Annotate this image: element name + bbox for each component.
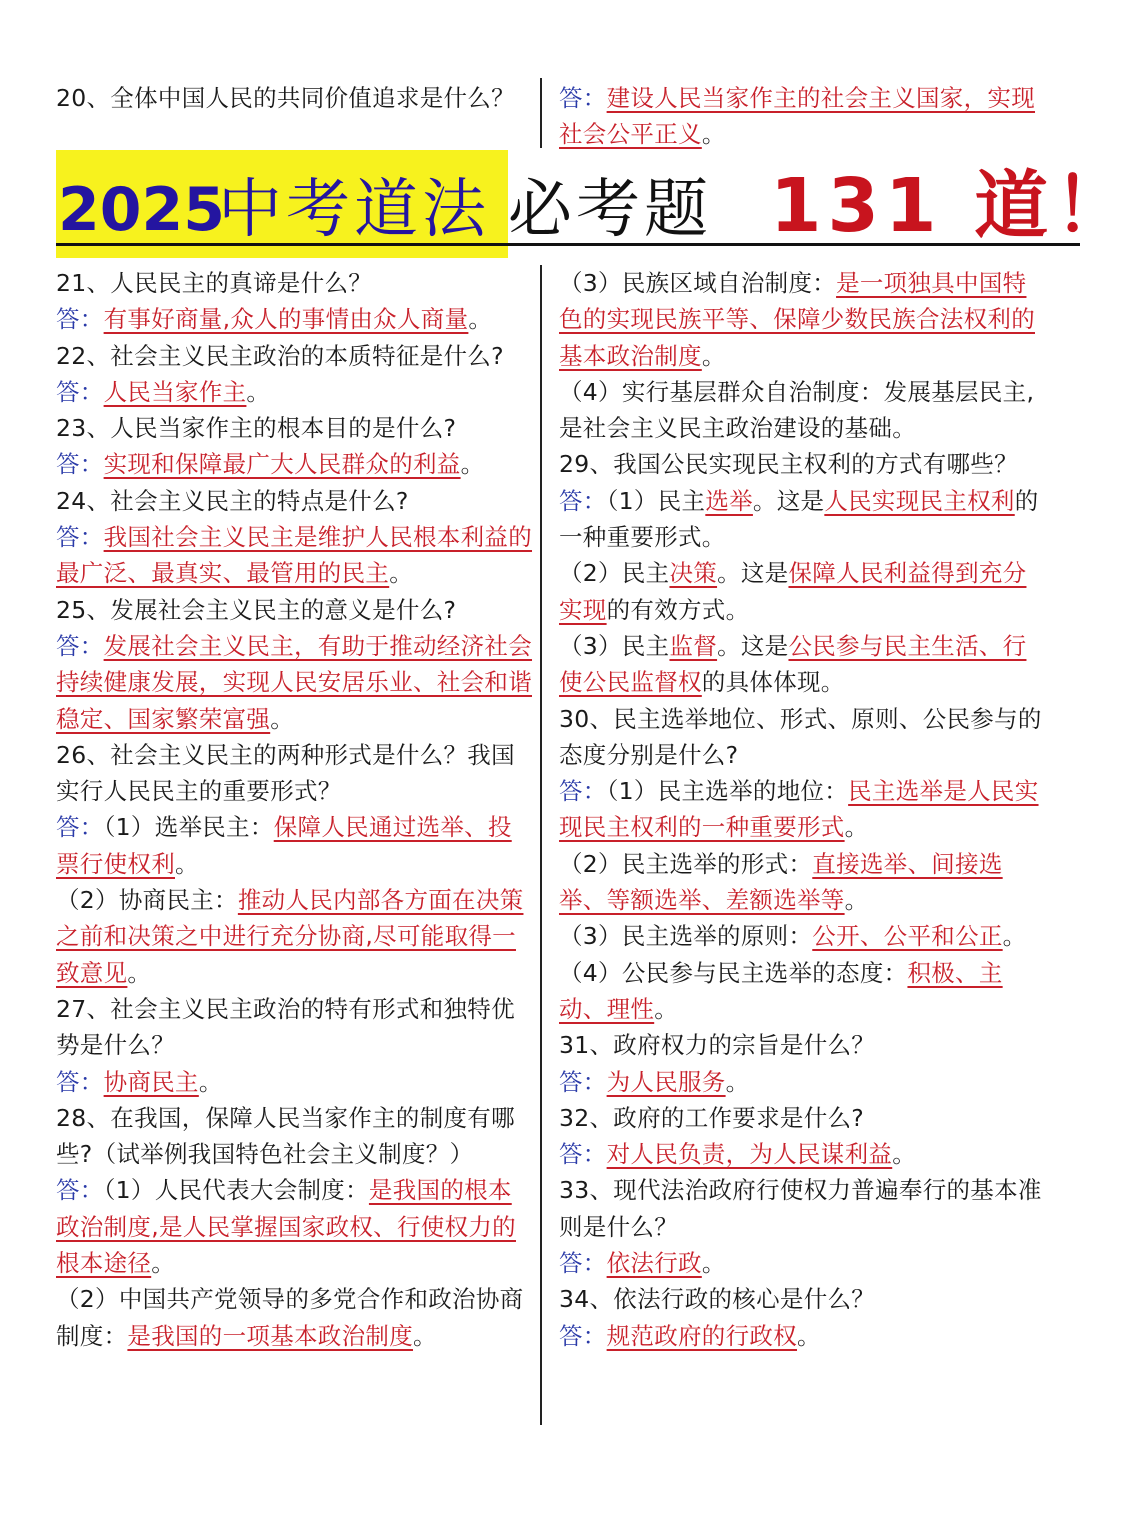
- answer-29-3-key: 公民参与民主生活、行使公民监督权: [559, 631, 1027, 697]
- answer-prefix: 答：: [56, 377, 104, 406]
- answer-prefix: 答：: [56, 523, 104, 552]
- period: 。: [701, 120, 726, 149]
- answer-prefix: 答：: [56, 305, 104, 334]
- question-30: 30、民主选举地位、形式、原则、公民参与的态度分别是什么?: [559, 704, 1042, 769]
- answer-30-4-label: （4）公民参与民主选举的态度：: [559, 958, 908, 987]
- period: 。: [468, 305, 493, 334]
- answer-29-1-key: 人民实现民主权利: [824, 486, 1015, 515]
- period: 。: [892, 1140, 917, 1169]
- period: 。: [725, 1067, 750, 1096]
- answer-prefix: 答：: [559, 486, 607, 515]
- question-31: 31、政府权力的宗旨是什么？: [559, 1031, 876, 1060]
- period: 。: [1002, 922, 1027, 951]
- answer-28-1: 是我国的根本政治制度,是人民掌握国家政权、行使权力的根本途径: [56, 1176, 516, 1278]
- period: 。: [246, 377, 271, 406]
- answer-28-3: 是一项独具中国特色的实现民族平等、保障少数民族合法权利的基本政治制度: [559, 269, 1035, 370]
- answer-30-2: 直接选举、间接选举、等额选举、差额选举等: [559, 849, 1003, 915]
- period: 。: [389, 559, 414, 588]
- answer-20: [559, 80, 1039, 153]
- answer-31: 为人民服务: [606, 1067, 726, 1096]
- question-34: 34、依法行政的核心是什么？: [559, 1285, 876, 1314]
- question-24: 24、社会主义民主的特点是什么?: [56, 486, 409, 515]
- question-27: 27、社会主义民主政治的特有形式和独特优势是什么？: [56, 994, 515, 1060]
- answer-22: 人民当家作主: [103, 377, 247, 406]
- answer-prefix: 答：: [559, 777, 607, 806]
- period: 。: [460, 450, 485, 479]
- answer-29-2-text: （2）民主: [559, 559, 670, 588]
- answer-30-1: 民主选举是人民实现民主权利的一种重要形式: [559, 777, 1039, 842]
- answer-29-1-text: 。这是: [752, 486, 825, 515]
- answer-26-2: 推动人民内部各方面在决策之前和决策之中进行充分协商,尽可能取得一致意见: [56, 886, 524, 987]
- answer-prefix: 答：: [559, 1249, 607, 1278]
- question-25: 25、发展社会主义民主的意义是什么?: [56, 595, 457, 624]
- column-divider-top: [540, 78, 542, 148]
- answer-32: 对人民负责，为人民谋利益: [606, 1140, 893, 1169]
- title-banner: [0, 150, 1134, 260]
- answer-29-1-text: （1）民主: [606, 486, 706, 515]
- period: 。: [844, 886, 869, 915]
- answer-29-3-text: 。这是: [717, 631, 789, 660]
- question-26: 26、社会主义民主的两种形式是什么？我国实行人民民主的重要形式？: [56, 740, 515, 806]
- period: 。: [844, 813, 869, 842]
- answer-28-1-label: （1）人民代表大会制度：: [103, 1176, 369, 1205]
- answer-30-2-label: （2）民主选举的形式：: [559, 849, 813, 878]
- answer-30-3: 公开、公平和公正: [812, 922, 1003, 951]
- answer-29-3-text: 的具体体现。: [701, 668, 845, 697]
- answer-26-1: 保障人民通过选举、投票行使权利: [56, 813, 512, 878]
- title-must-test: 必考题: [508, 173, 712, 247]
- answer-26-1-label: （1）选举民主：: [103, 813, 274, 842]
- answer-prefix: 答：: [56, 813, 104, 842]
- answer-29-3-text: （3）民主: [559, 631, 670, 660]
- answer-33: 依法行政: [606, 1249, 702, 1278]
- question-21: 21、人民民主的真谛是什么？: [56, 269, 373, 297]
- answer-30-1-label: （1）民主选举的地位：: [606, 777, 849, 806]
- answer-28-3-label: （3）民族区域自治制度：: [559, 269, 837, 297]
- answer-29-2-text: 。这是: [717, 559, 789, 588]
- period: 。: [151, 1249, 176, 1278]
- answer-26-2-label: （2）协商民主：: [56, 886, 238, 915]
- answer-29-2-text: 的有效方式。: [606, 595, 750, 624]
- answer-30-4: 积极、主动、理性: [559, 958, 1003, 1023]
- answer-29-3-key: 监督: [669, 631, 718, 660]
- answer-prefix: 答：: [56, 1067, 104, 1096]
- question-23: 23、人民当家作主的根本目的是什么?: [56, 414, 457, 443]
- answer-prefix: 答：: [56, 631, 104, 660]
- answer-text: 建设人民当家作主的社会主义国家，实现社会公平正义: [559, 84, 1036, 149]
- period: 。: [701, 1249, 726, 1278]
- answer-prefix: 答：: [559, 84, 607, 112]
- question-32: 32、政府的工作要求是什么?: [559, 1103, 865, 1132]
- answer-28-2-label: （2）中国共产党领导的多党合作和政治协商制度：: [56, 1285, 524, 1350]
- question-text: 20、全体中国人民的共同价值追求是什么？: [56, 84, 515, 112]
- title-count: 131 道！: [770, 163, 1134, 249]
- left-column: [56, 265, 534, 1354]
- period: 。: [270, 704, 295, 733]
- answer-28-2: 是我国的一项基本政治制度: [127, 1321, 414, 1350]
- title-year: 2025: [58, 175, 225, 245]
- answer-27: 协商民主: [103, 1067, 199, 1096]
- answer-29-2-key: 保障人民利益得到充分实现: [559, 559, 1027, 624]
- answer-prefix: 答：: [56, 450, 104, 479]
- answer-29-2-key: 决策: [669, 559, 718, 588]
- answer-23: 实现和保障最广大人民群众的利益: [103, 450, 461, 479]
- question-28: 28、在我国，保障人民当家作主的制度有哪些?（试举例我国特色社会主义制度？）: [56, 1103, 515, 1169]
- answer-28-4: （4）实行基层群众自治制度：发展基层民主,是社会主义民主政治建设的基础。: [559, 377, 1035, 443]
- period: 。: [654, 994, 679, 1023]
- question-29: 29、我国公民实现民主权利的方式有哪些？: [559, 450, 1018, 479]
- answer-24: 我国社会主义民主是维护人民根本利益的最广泛、最真实、最管用的民主: [56, 523, 533, 588]
- period: 。: [175, 849, 199, 878]
- period: 。: [198, 1067, 223, 1096]
- period: 。: [797, 1321, 821, 1350]
- period: 。: [413, 1321, 437, 1350]
- period: 。: [127, 958, 152, 987]
- right-column: [559, 265, 1049, 1354]
- answer-34: 规范政府的行政权: [606, 1321, 798, 1350]
- answer-25: 发展社会主义民主，有助于推动经济社会持续健康发展，实现人民安居乐业、社会和谐稳定、国家繁荣富强: [56, 631, 533, 733]
- period: 。: [701, 341, 726, 370]
- question-20: [56, 80, 526, 116]
- answer-29-1-text: 的一种重要形式。: [559, 486, 1039, 552]
- answer-prefix: 答：: [559, 1321, 607, 1350]
- question-33: 33、现代法治政府行使权力普遍奉行的基本准则是什么？: [559, 1176, 1042, 1241]
- answer-prefix: 答：: [56, 1176, 104, 1205]
- answer-prefix: 答：: [559, 1067, 607, 1096]
- column-divider: [540, 265, 542, 1425]
- answer-prefix: 答：: [559, 1140, 607, 1169]
- title-subject: 中考道法: [218, 173, 490, 247]
- answer-21: 有事好商量,众人的事情由众人商量: [103, 305, 469, 334]
- question-22: 22、社会主义民主政治的本质特征是什么?: [56, 341, 504, 370]
- answer-30-3-label: （3）民主选举的原则：: [559, 922, 813, 951]
- answer-29-1-key: 选举: [705, 486, 753, 515]
